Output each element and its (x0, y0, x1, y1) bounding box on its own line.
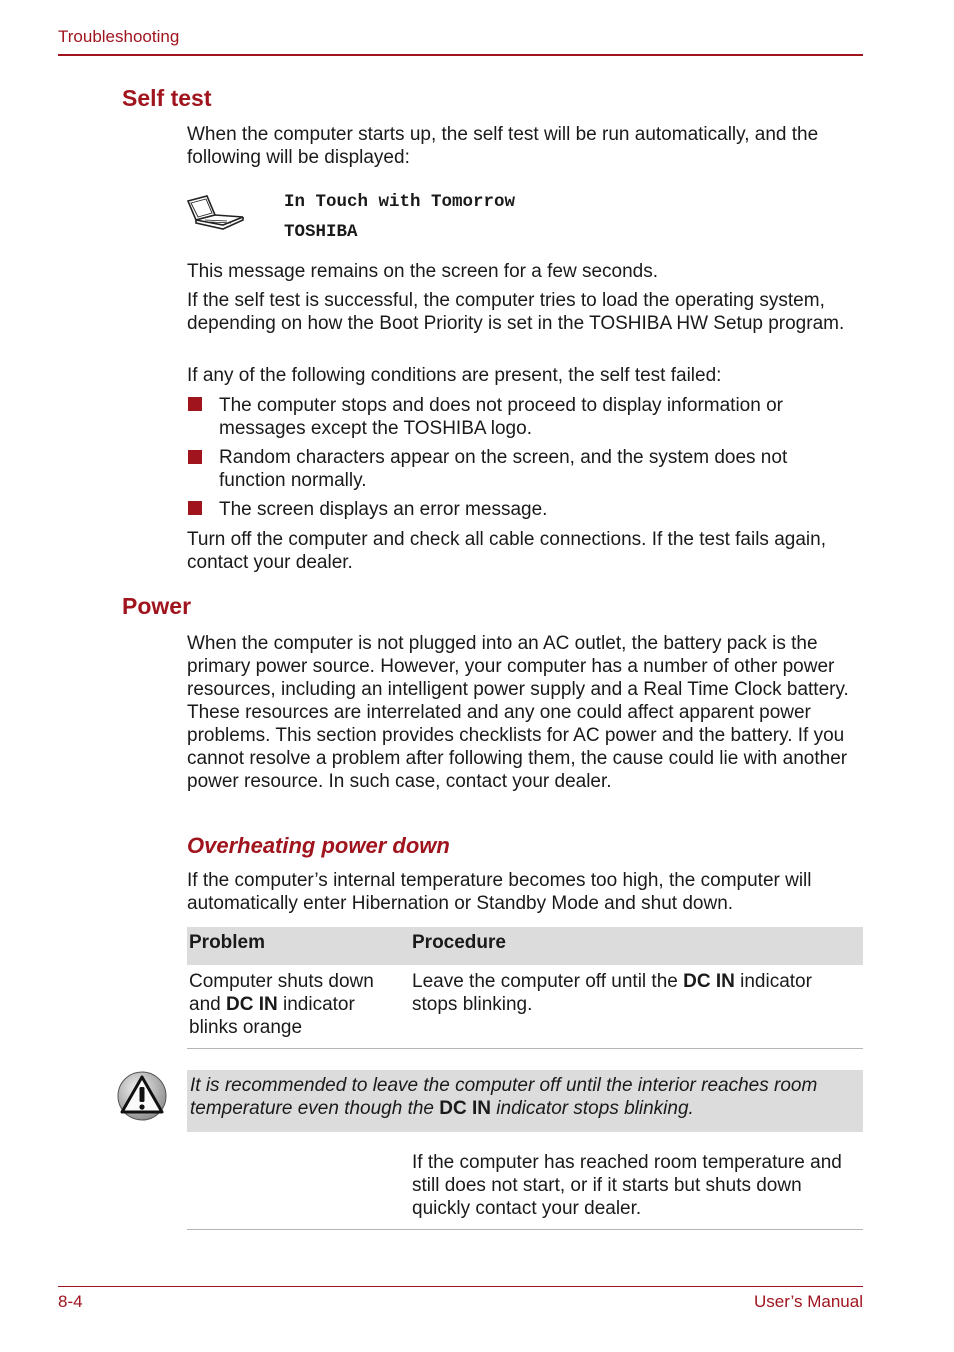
bullet-icon (188, 501, 202, 515)
self-test-heading: Self test (122, 85, 212, 111)
table-divider (187, 1229, 863, 1230)
list-item: Random characters appear on the screen, and the system does not function normally. (219, 447, 788, 491)
warning-icon (116, 1070, 168, 1127)
self-test-intro: When the computer starts up, the self test will be run automatically, and the following will be displayed: (187, 124, 819, 168)
screen-message-line2: TOSHIBA (284, 222, 358, 242)
page-number: 8-4 (58, 1292, 83, 1311)
overheating-heading: Overheating power down (187, 833, 450, 858)
power-heading: Power (122, 593, 192, 619)
manual-title: User’s Manual (754, 1292, 863, 1311)
note-text: It is recommended to leave the computer off until the interior reaches room temperature even though the DC IN indicator stops blinking. (190, 1075, 818, 1119)
list-item: The computer stops and does not proceed to display information or messages except the TOSHIBA logo. (219, 395, 783, 439)
turn-off-text: Turn off the computer and check all cable connections. If the test fails again, contact your dealer. (187, 529, 826, 573)
table-header (187, 927, 863, 965)
power-body: When the computer is not plugged into an AC outlet, the battery pack is the primary power source. However, your computer has a number of other power resources, including an intelligent power supply and a Real Time Clock battery. These resources are interrelated and any one could affect apparent power problems. This section provides checklists for AC power and the battery. If you cannot resolve a problem after following them, the cause could lie with another power resource. In such case, contact your dealer. (187, 633, 849, 792)
problem-cell: Computer shuts down and DC IN indicator blinks orange (189, 971, 374, 1038)
laptop-icon (185, 193, 247, 238)
screen-message-line1: In Touch with Tomorrow (284, 192, 516, 212)
bullet-icon (188, 397, 202, 411)
column-header-problem: Problem (189, 932, 266, 953)
footer-rule (58, 1286, 863, 1287)
procedure-cell-2: If the computer has reached room temperature and still does not start, or if it starts but shuts down quickly contact your dealer. (412, 1152, 842, 1219)
column-header-procedure: Procedure (412, 932, 506, 953)
running-header: Troubleshooting (58, 27, 180, 46)
overheating-body: If the computer’s internal temperature becomes too high, the computer will automatically enter Hibernation or Standby Mode and shut down. (187, 870, 812, 914)
list-item: The screen displays an error message. (219, 499, 548, 520)
message-remains-text: This message remains on the screen for a few seconds. (187, 261, 659, 282)
procedure-cell: Leave the computer off until the DC IN indicator stops blinking. (412, 971, 812, 1015)
self-test-success-text: If the self test is successful, the computer tries to load the operating system, depending on how the Boot Priority is set in the TOSHIBA HW Setup program. (187, 290, 845, 334)
table-divider (187, 1048, 863, 1049)
conditions-intro: If any of the following conditions are present, the self test failed: (187, 365, 722, 386)
header-rule (58, 54, 863, 56)
bullet-icon (188, 450, 202, 464)
